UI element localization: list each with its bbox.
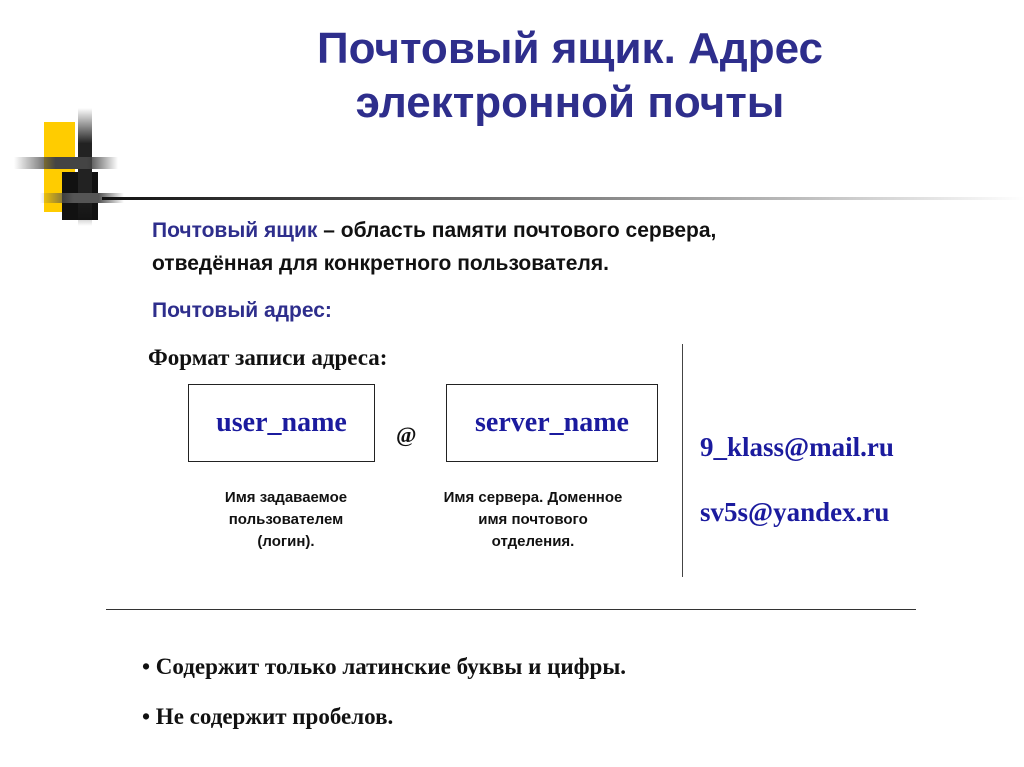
at-sign: @ [396, 422, 417, 447]
address-label: Почтовый адрес: [152, 299, 332, 322]
mailbox-definition [152, 214, 952, 280]
example-address: sv5s@yandex.ru [700, 497, 890, 527]
server-name-caption [418, 487, 648, 553]
definition-term: Почтовый ящик [152, 219, 318, 242]
logo-horizontal-bar [14, 157, 118, 169]
rule-item: • Не содержит пробелов. [142, 704, 394, 729]
server-caption-line: Имя сервера. Доменное [443, 489, 623, 506]
server-caption-line: отделения. [491, 533, 575, 550]
user-caption-line: Имя задаваемое [224, 489, 348, 506]
user-caption-line: (логин). [257, 533, 315, 550]
example-address: 9_klass@mail.ru [700, 432, 894, 462]
user-name-caption [196, 487, 376, 553]
user-name-box [188, 384, 375, 462]
title-line-2: электронной почты [355, 78, 785, 127]
format-label: Формат записи адреса: [148, 345, 388, 370]
user-name-text: user_name [216, 407, 347, 438]
definition-text-1: – область памяти почтового сервера, [317, 219, 717, 242]
page-title [200, 22, 940, 130]
title-line-1: Почтовый ящик. Адрес [317, 24, 823, 73]
server-name-text: server_name [475, 407, 629, 438]
server-name-box [446, 384, 658, 462]
server-caption-line: имя почтового [478, 511, 588, 528]
user-caption-line: пользователем [228, 511, 344, 528]
definition-text-2: отведённая для конкретного пользователя. [152, 252, 609, 275]
header-divider [102, 197, 1024, 200]
horizontal-divider [106, 609, 916, 610]
rule-item: • Содержит только латинские буквы и цифры. [142, 654, 627, 679]
vertical-divider [682, 344, 683, 577]
